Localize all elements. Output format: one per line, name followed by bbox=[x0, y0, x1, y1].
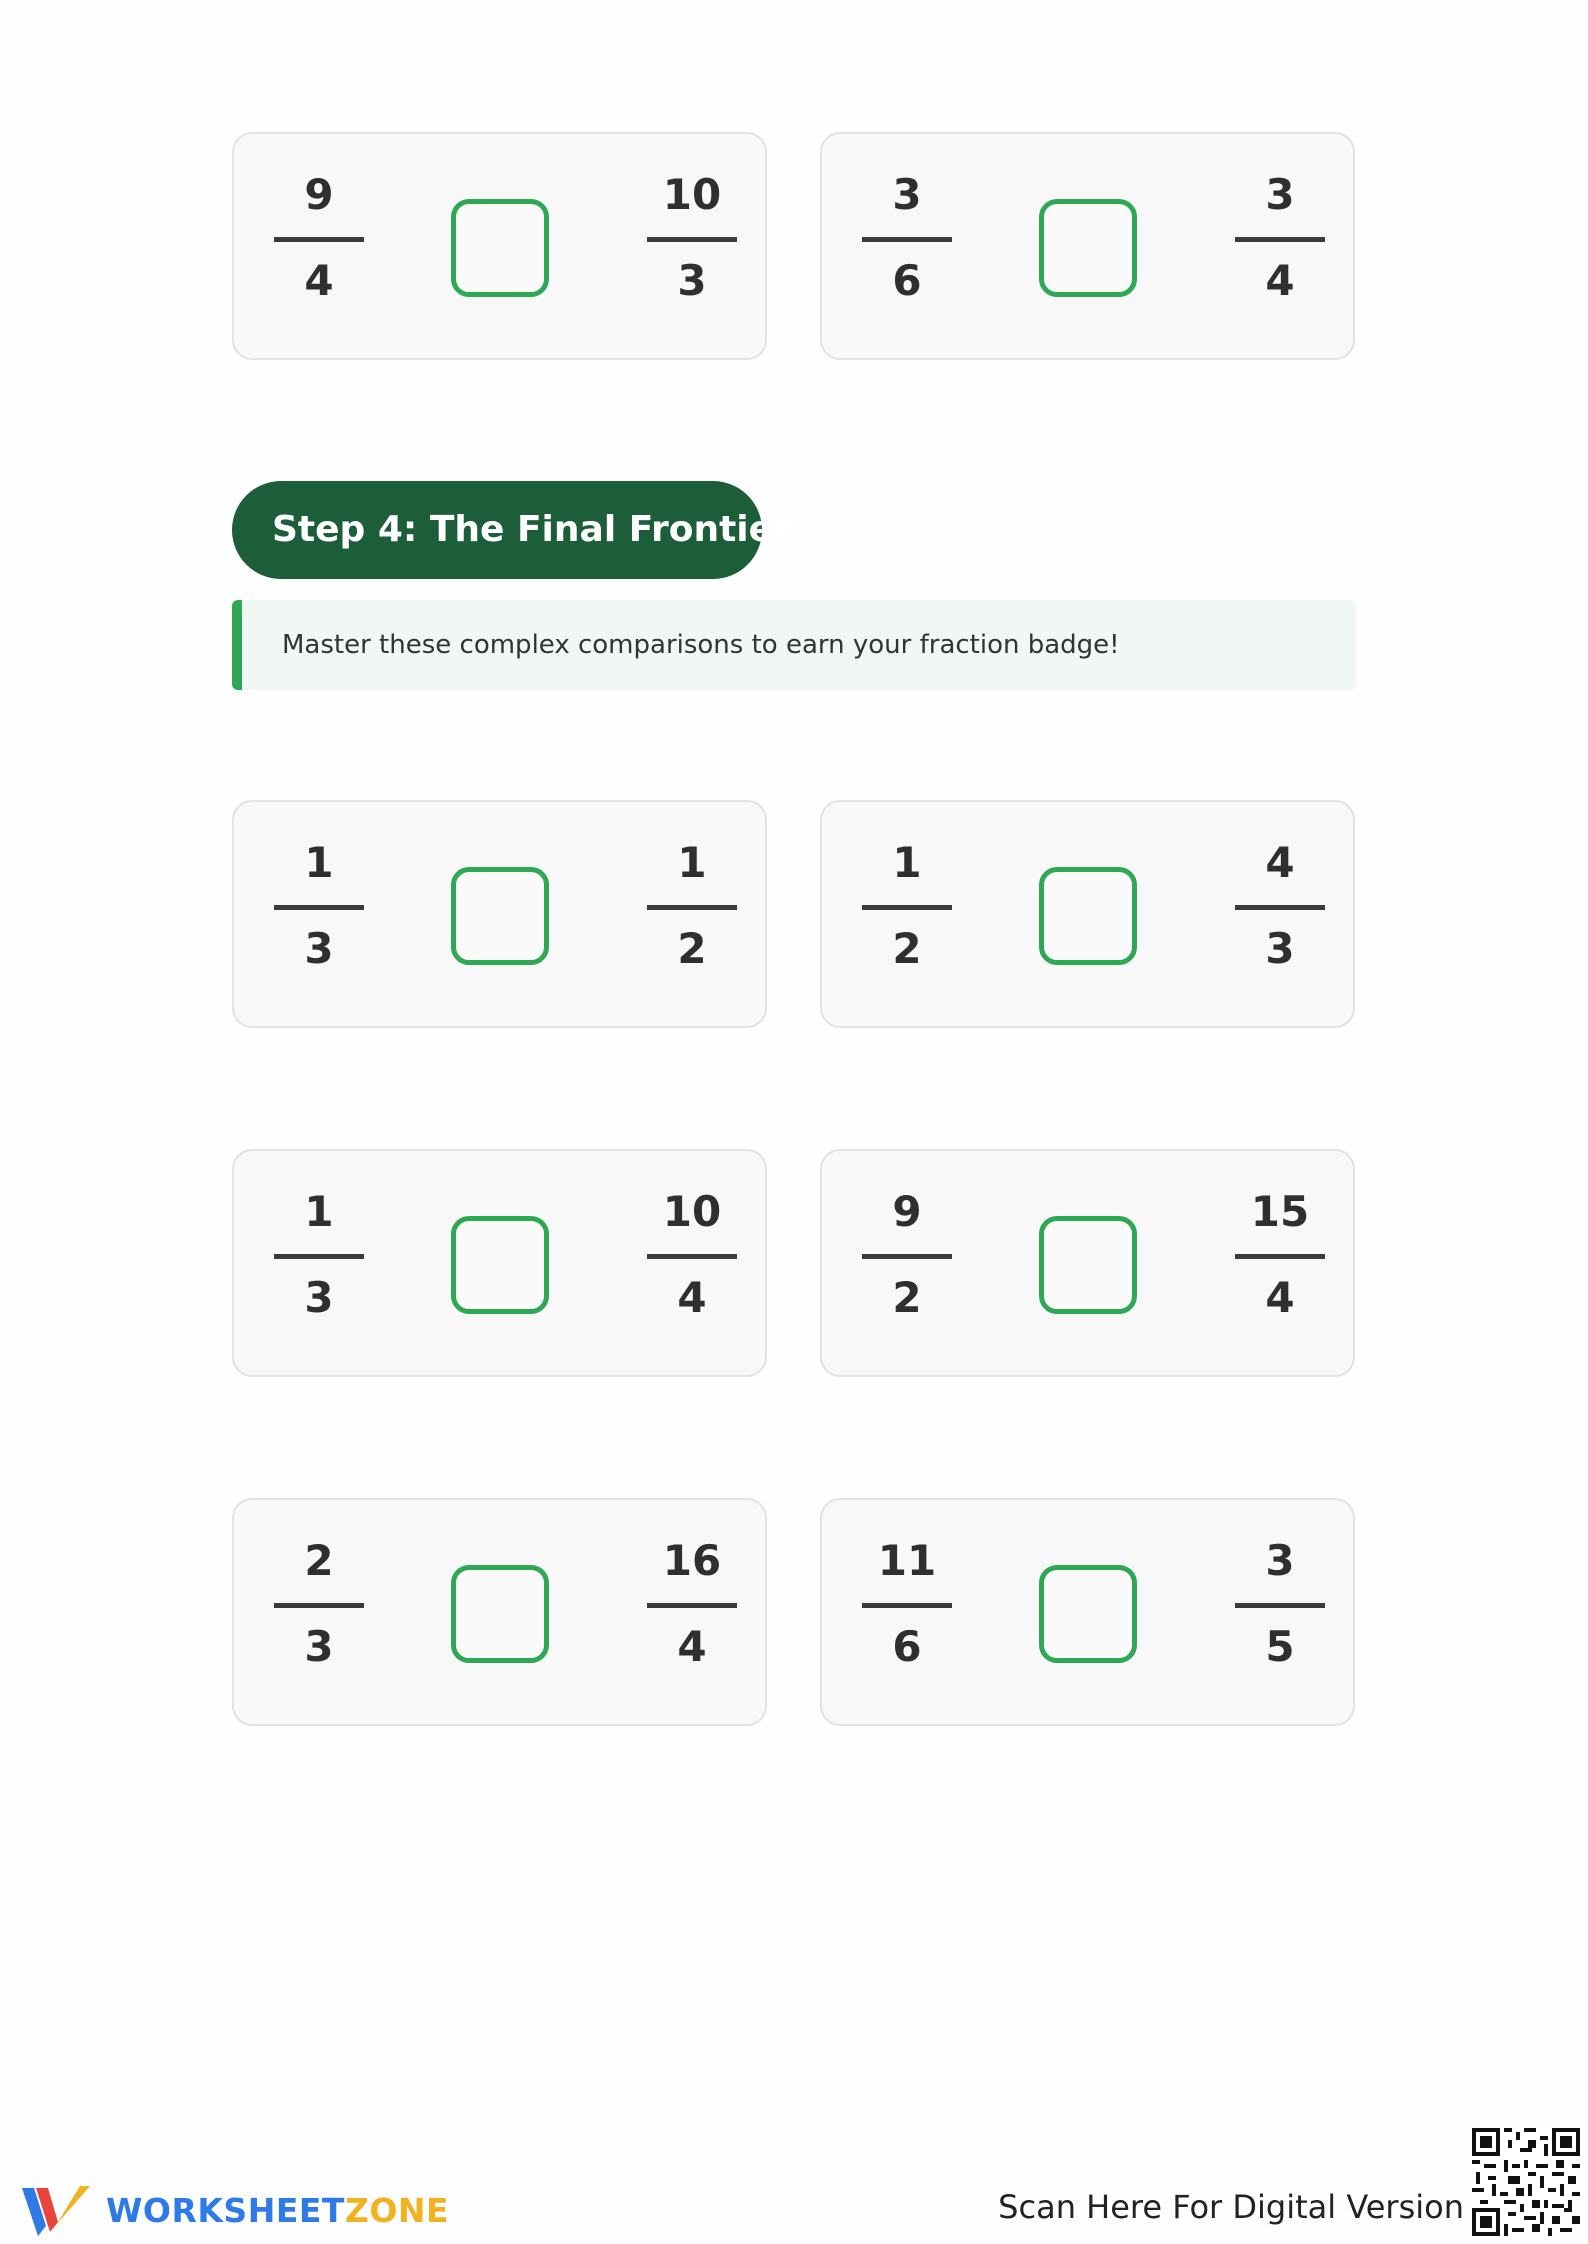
right-fraction bbox=[642, 1187, 742, 1323]
right-fraction bbox=[1230, 170, 1330, 306]
numerator: 1 bbox=[677, 838, 707, 887]
numerator: 2 bbox=[304, 1536, 334, 1585]
denominator: 4 bbox=[1265, 1273, 1295, 1322]
numerator: 11 bbox=[877, 1536, 937, 1585]
answer-box[interactable] bbox=[451, 867, 549, 965]
numerator: 1 bbox=[892, 838, 922, 887]
brand-part2: ZONE bbox=[344, 2190, 450, 2230]
problem-card bbox=[820, 1498, 1355, 1726]
left-fraction bbox=[269, 838, 369, 974]
brand-part1: WORKSHEET bbox=[106, 2190, 345, 2230]
problem-card bbox=[232, 800, 767, 1028]
fraction-bar bbox=[274, 1603, 364, 1608]
numerator: 3 bbox=[1265, 1536, 1295, 1585]
right-fraction bbox=[1230, 1187, 1330, 1323]
problem-card bbox=[232, 132, 767, 360]
numerator: 16 bbox=[662, 1536, 722, 1585]
left-fraction bbox=[269, 1187, 369, 1323]
fraction-bar bbox=[647, 905, 737, 910]
denominator: 2 bbox=[677, 924, 707, 973]
fraction-bar bbox=[862, 905, 952, 910]
denominator: 3 bbox=[304, 1622, 334, 1671]
instruction-note: Master these complex comparisons to earn your fraction badge! bbox=[232, 600, 1356, 690]
numerator: 4 bbox=[1265, 838, 1295, 887]
answer-box[interactable] bbox=[451, 199, 549, 297]
fraction-bar bbox=[862, 237, 952, 242]
denominator: 4 bbox=[677, 1622, 707, 1671]
left-fraction bbox=[857, 1187, 957, 1323]
denominator: 3 bbox=[677, 256, 707, 305]
numerator: 15 bbox=[1250, 1187, 1310, 1236]
footer-brand[interactable] bbox=[20, 2180, 449, 2240]
denominator: 5 bbox=[1265, 1622, 1295, 1671]
numerator: 3 bbox=[892, 170, 922, 219]
left-fraction bbox=[857, 1536, 957, 1672]
denominator: 4 bbox=[677, 1273, 707, 1322]
numerator: 9 bbox=[892, 1187, 922, 1236]
answer-box[interactable] bbox=[1039, 867, 1137, 965]
left-fraction bbox=[269, 1536, 369, 1672]
denominator: 2 bbox=[892, 1273, 922, 1322]
problem-card bbox=[820, 800, 1355, 1028]
numerator: 10 bbox=[662, 1187, 722, 1236]
denominator: 6 bbox=[892, 1622, 922, 1671]
problem-card bbox=[232, 1149, 767, 1377]
brand-name bbox=[106, 2191, 449, 2230]
scan-text: Scan Here For Digital Version bbox=[998, 2188, 1464, 2226]
left-fraction bbox=[857, 838, 957, 974]
right-fraction bbox=[1230, 838, 1330, 974]
problem-card bbox=[232, 1498, 767, 1726]
fraction-bar bbox=[862, 1603, 952, 1608]
numerator: 1 bbox=[304, 838, 334, 887]
worksheetzone-logo-icon bbox=[20, 2182, 92, 2238]
fraction-bar bbox=[647, 1254, 737, 1259]
answer-box[interactable] bbox=[1039, 199, 1137, 297]
denominator: 4 bbox=[304, 256, 334, 305]
qr-code-icon[interactable] bbox=[1472, 2128, 1580, 2236]
right-fraction bbox=[642, 838, 742, 974]
fraction-bar bbox=[647, 1603, 737, 1608]
denominator: 3 bbox=[304, 1273, 334, 1322]
right-fraction bbox=[1230, 1536, 1330, 1672]
fraction-bar bbox=[274, 1254, 364, 1259]
numerator: 9 bbox=[304, 170, 334, 219]
answer-box[interactable] bbox=[1039, 1565, 1137, 1663]
fraction-bar bbox=[1235, 905, 1325, 910]
numerator: 1 bbox=[304, 1187, 334, 1236]
fraction-bar bbox=[274, 237, 364, 242]
fraction-bar bbox=[274, 905, 364, 910]
numerator: 3 bbox=[1265, 170, 1295, 219]
answer-box[interactable] bbox=[451, 1216, 549, 1314]
fraction-bar bbox=[862, 1254, 952, 1259]
problem-card bbox=[820, 1149, 1355, 1377]
left-fraction bbox=[857, 170, 957, 306]
denominator: 4 bbox=[1265, 256, 1295, 305]
right-fraction bbox=[642, 170, 742, 306]
problem-card bbox=[820, 132, 1355, 360]
fraction-bar bbox=[1235, 1254, 1325, 1259]
fraction-bar bbox=[647, 237, 737, 242]
fraction-bar bbox=[1235, 1603, 1325, 1608]
answer-box[interactable] bbox=[1039, 1216, 1137, 1314]
right-fraction bbox=[642, 1536, 742, 1672]
denominator: 6 bbox=[892, 256, 922, 305]
step-title: Step 4: The Final Frontier bbox=[232, 481, 762, 579]
denominator: 3 bbox=[304, 924, 334, 973]
left-fraction bbox=[269, 170, 369, 306]
numerator: 10 bbox=[662, 170, 722, 219]
denominator: 2 bbox=[892, 924, 922, 973]
denominator: 3 bbox=[1265, 924, 1295, 973]
fraction-bar bbox=[1235, 237, 1325, 242]
answer-box[interactable] bbox=[451, 1565, 549, 1663]
